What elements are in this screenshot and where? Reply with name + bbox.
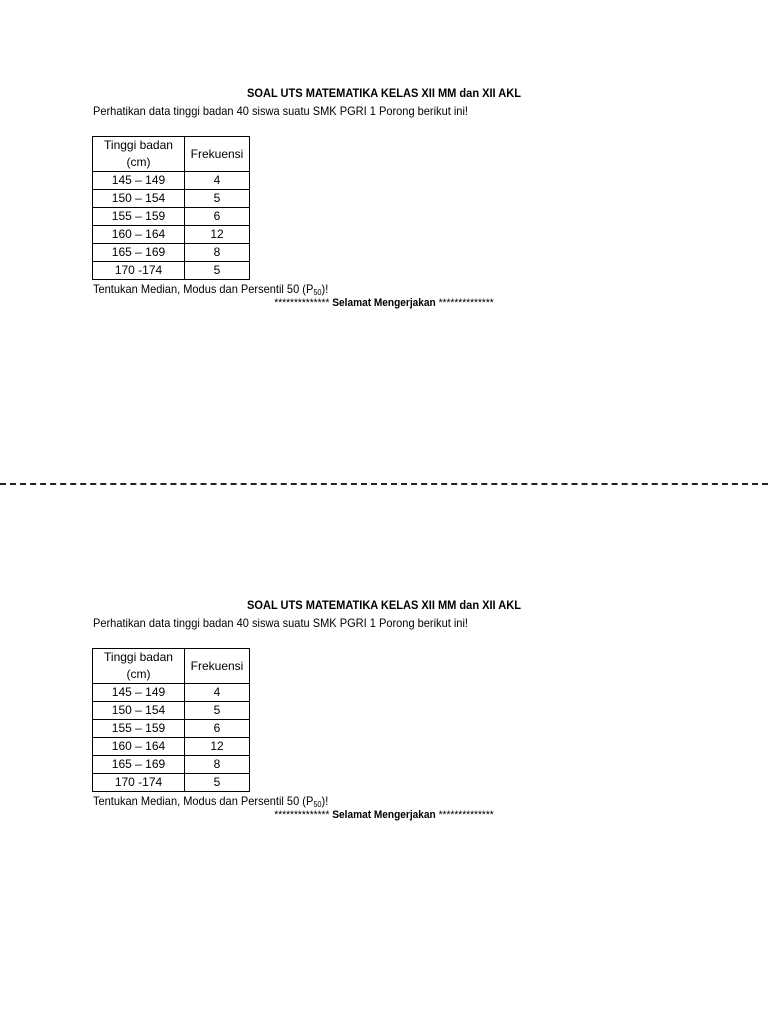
table-row: [93, 190, 250, 208]
cut-line: [0, 483, 768, 485]
frequency: 5: [185, 190, 250, 208]
table-row: [93, 720, 250, 738]
height-range: 160 – 164: [93, 738, 185, 756]
frequency: 5: [185, 262, 250, 280]
height-range: 145 – 149: [93, 684, 185, 702]
stars-right: **************: [438, 297, 494, 309]
table-row: [93, 172, 250, 190]
intro-text: Perhatikan data tinggi badan 40 siswa suatu SMK PGRI 1 Porong berikut ini!: [93, 616, 468, 630]
sheet-title: SOAL UTS MATEMATIKA KELAS XII MM dan XII AKL: [247, 598, 521, 612]
height-range: 150 – 154: [93, 190, 185, 208]
task-suffix: )!: [321, 794, 329, 808]
intro-text: Perhatikan data tinggi badan 40 siswa suatu SMK PGRI 1 Porong berikut ini!: [93, 104, 468, 118]
height-range: 165 – 169: [93, 244, 185, 262]
task-subscript: 50: [313, 288, 322, 297]
frequency: 6: [185, 208, 250, 226]
height-range: 170 -174: [93, 262, 185, 280]
table-header-row: [93, 137, 250, 172]
table-row: [93, 738, 250, 756]
task-subscript: 50: [313, 800, 322, 809]
table-row: [93, 208, 250, 226]
frequency: 12: [185, 226, 250, 244]
table-header-row: [93, 649, 250, 684]
table-row: [93, 262, 250, 280]
height-range: 155 – 159: [93, 208, 185, 226]
task-prefix: Tentukan Median, Modus dan Persentil 50 (P: [93, 794, 314, 808]
frequency-table: [92, 648, 250, 792]
task-suffix: )!: [321, 282, 329, 296]
height-range: 160 – 164: [93, 226, 185, 244]
frequency: 8: [185, 244, 250, 262]
height-range: 145 – 149: [93, 172, 185, 190]
stars-left: **************: [274, 297, 330, 309]
frequency: 8: [185, 756, 250, 774]
table-row: [93, 244, 250, 262]
frequency: 4: [185, 172, 250, 190]
table-row: [93, 702, 250, 720]
height-range: 150 – 154: [93, 702, 185, 720]
height-range: 170 -174: [93, 774, 185, 792]
frequency: 5: [185, 774, 250, 792]
header-tinggi-badan: Tinggi badan (cm): [93, 137, 185, 172]
frequency: 4: [185, 684, 250, 702]
header-frekuensi: Frekuensi: [185, 649, 250, 684]
table-row: [93, 774, 250, 792]
header-tinggi-badan: Tinggi badan (cm): [93, 649, 185, 684]
frequency: 5: [185, 702, 250, 720]
header-frekuensi: Frekuensi: [185, 137, 250, 172]
height-range: 165 – 169: [93, 756, 185, 774]
sheet-title: SOAL UTS MATEMATIKA KELAS XII MM dan XII AKL: [247, 86, 521, 100]
frequency-table: [92, 136, 250, 280]
height-range: 155 – 159: [93, 720, 185, 738]
task-prefix: Tentukan Median, Modus dan Persentil 50 (P: [93, 282, 314, 296]
frequency: 12: [185, 738, 250, 756]
closing-text: Selamat Mengerjakan: [332, 297, 436, 309]
task-text: [93, 282, 328, 297]
stars-right: **************: [438, 809, 494, 821]
table-row: [93, 684, 250, 702]
table-row: [93, 226, 250, 244]
closing-text: Selamat Mengerjakan: [332, 809, 436, 821]
stars-left: **************: [274, 809, 330, 821]
closing-line: [31, 297, 738, 309]
table-row: [93, 756, 250, 774]
frequency: 6: [185, 720, 250, 738]
task-text: [93, 794, 328, 809]
closing-line: [31, 809, 738, 821]
